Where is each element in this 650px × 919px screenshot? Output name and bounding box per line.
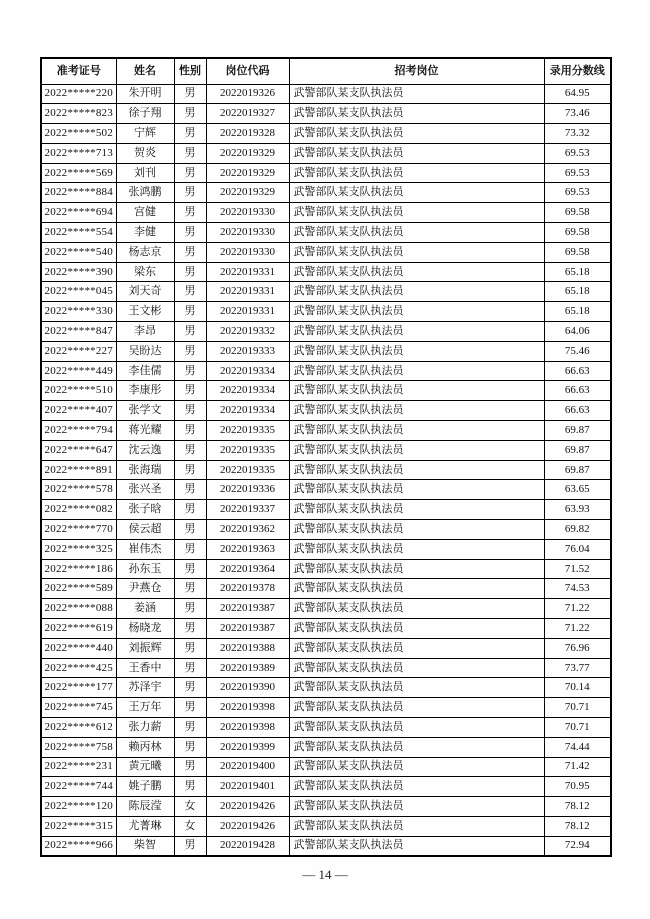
cell-gender: 男 [174, 460, 206, 480]
cell-score: 64.06 [544, 322, 611, 342]
cell-position: 武警部队某支队执法员 [289, 757, 544, 777]
table-row [41, 242, 611, 262]
cell-name: 杨晓龙 [116, 619, 174, 639]
cell-position: 武警部队某支队执法员 [289, 322, 544, 342]
cell-gender: 男 [174, 737, 206, 757]
cell-code: 2022019334 [206, 401, 289, 421]
cell-name: 李昂 [116, 322, 174, 342]
table-row [41, 440, 611, 460]
cell-score: 65.18 [544, 302, 611, 322]
table-row [41, 579, 611, 599]
column-header-score: 录用分数线 [544, 58, 611, 84]
cell-code: 2022019387 [206, 599, 289, 619]
cell-score: 73.46 [544, 104, 611, 124]
cell-score: 69.87 [544, 460, 611, 480]
cell-score: 66.63 [544, 381, 611, 401]
cell-name: 沈云逸 [116, 440, 174, 460]
cell-code: 2022019401 [206, 777, 289, 797]
cell-ticket: 2022*****589 [41, 579, 116, 599]
cell-position: 武警部队某支队执法员 [289, 816, 544, 836]
cell-code: 2022019363 [206, 539, 289, 559]
cell-position: 武警部队某支队执法员 [289, 282, 544, 302]
cell-gender: 男 [174, 322, 206, 342]
cell-position: 武警部队某支队执法员 [289, 163, 544, 183]
cell-name: 王香中 [116, 658, 174, 678]
cell-code: 2022019327 [206, 104, 289, 124]
cell-code: 2022019334 [206, 361, 289, 381]
cell-name: 杨志京 [116, 242, 174, 262]
cell-ticket: 2022*****186 [41, 559, 116, 579]
column-header-ticket: 准考证号 [41, 58, 116, 84]
cell-code: 2022019334 [206, 381, 289, 401]
cell-position: 武警部队某支队执法员 [289, 104, 544, 124]
cell-gender: 男 [174, 421, 206, 441]
cell-score: 65.18 [544, 262, 611, 282]
cell-ticket: 2022*****891 [41, 460, 116, 480]
table-row [41, 381, 611, 401]
table-row [41, 361, 611, 381]
cell-code: 2022019336 [206, 480, 289, 500]
table-row [41, 638, 611, 658]
cell-code: 2022019378 [206, 579, 289, 599]
cell-name: 王文彬 [116, 302, 174, 322]
cell-ticket: 2022*****407 [41, 401, 116, 421]
cell-ticket: 2022*****794 [41, 421, 116, 441]
cell-score: 72.94 [544, 836, 611, 856]
cell-position: 武警部队某支队执法员 [289, 599, 544, 619]
cell-ticket: 2022*****569 [41, 163, 116, 183]
cell-code: 2022019333 [206, 341, 289, 361]
cell-gender: 男 [174, 678, 206, 698]
cell-gender: 男 [174, 500, 206, 520]
table-row [41, 341, 611, 361]
column-header-name: 姓名 [116, 58, 174, 84]
table-row [41, 718, 611, 738]
cell-name: 李佳儒 [116, 361, 174, 381]
cell-score: 74.53 [544, 579, 611, 599]
cell-name: 李康彤 [116, 381, 174, 401]
cell-gender: 男 [174, 599, 206, 619]
cell-position: 武警部队某支队执法员 [289, 381, 544, 401]
table-row [41, 698, 611, 718]
column-header-gender: 性别 [174, 58, 206, 84]
cell-score: 76.04 [544, 539, 611, 559]
cell-position: 武警部队某支队执法员 [289, 440, 544, 460]
table-row [41, 757, 611, 777]
cell-name: 张力薪 [116, 718, 174, 738]
cell-score: 78.12 [544, 816, 611, 836]
table-row [41, 421, 611, 441]
cell-score: 69.87 [544, 421, 611, 441]
cell-ticket: 2022*****325 [41, 539, 116, 559]
cell-name: 孙东玉 [116, 559, 174, 579]
cell-name: 宫健 [116, 203, 174, 223]
cell-code: 2022019331 [206, 262, 289, 282]
cell-code: 2022019331 [206, 302, 289, 322]
cell-ticket: 2022*****120 [41, 797, 116, 817]
cell-score: 69.53 [544, 163, 611, 183]
cell-score: 69.58 [544, 203, 611, 223]
cell-ticket: 2022*****220 [41, 84, 116, 104]
table-row [41, 737, 611, 757]
cell-ticket: 2022*****440 [41, 638, 116, 658]
cell-gender: 男 [174, 203, 206, 223]
cell-gender: 男 [174, 401, 206, 421]
cell-ticket: 2022*****231 [41, 757, 116, 777]
cell-gender: 男 [174, 520, 206, 540]
table-row [41, 282, 611, 302]
cell-position: 武警部队某支队执法员 [289, 777, 544, 797]
cell-gender: 男 [174, 361, 206, 381]
cell-position: 武警部队某支队执法员 [289, 460, 544, 480]
cell-ticket: 2022*****744 [41, 777, 116, 797]
cell-position: 武警部队某支队执法员 [289, 619, 544, 639]
cell-score: 69.53 [544, 183, 611, 203]
cell-score: 65.18 [544, 282, 611, 302]
table-row [41, 183, 611, 203]
table-row [41, 619, 611, 639]
table-row [41, 322, 611, 342]
cell-ticket: 2022*****612 [41, 718, 116, 738]
cell-position: 武警部队某支队执法员 [289, 559, 544, 579]
cell-name: 刘刊 [116, 163, 174, 183]
cell-ticket: 2022*****966 [41, 836, 116, 856]
table-row [41, 143, 611, 163]
cell-position: 武警部队某支队执法员 [289, 539, 544, 559]
table-row [41, 816, 611, 836]
cell-gender: 男 [174, 757, 206, 777]
cell-position: 武警部队某支队执法员 [289, 302, 544, 322]
cell-position: 武警部队某支队执法员 [289, 797, 544, 817]
cell-ticket: 2022*****315 [41, 816, 116, 836]
cell-code: 2022019330 [206, 242, 289, 262]
cell-score: 69.53 [544, 143, 611, 163]
cell-gender: 男 [174, 579, 206, 599]
cell-ticket: 2022*****823 [41, 104, 116, 124]
cell-name: 贺炎 [116, 143, 174, 163]
cell-name: 侯云超 [116, 520, 174, 540]
cell-score: 70.95 [544, 777, 611, 797]
cell-ticket: 2022*****227 [41, 341, 116, 361]
cell-name: 张鸿鹏 [116, 183, 174, 203]
table-header-row [41, 58, 611, 84]
cell-ticket: 2022*****088 [41, 599, 116, 619]
cell-position: 武警部队某支队执法员 [289, 124, 544, 144]
cell-gender: 女 [174, 816, 206, 836]
table-row [41, 520, 611, 540]
cell-score: 73.77 [544, 658, 611, 678]
cell-name: 张海瑞 [116, 460, 174, 480]
cell-ticket: 2022*****578 [41, 480, 116, 500]
cell-position: 武警部队某支队执法员 [289, 223, 544, 243]
cell-name: 张兴圣 [116, 480, 174, 500]
table-row [41, 559, 611, 579]
cell-position: 武警部队某支队执法员 [289, 262, 544, 282]
cell-gender: 男 [174, 341, 206, 361]
cell-ticket: 2022*****449 [41, 361, 116, 381]
cell-name: 张子晗 [116, 500, 174, 520]
table-row [41, 84, 611, 104]
cell-code: 2022019398 [206, 698, 289, 718]
table-row [41, 223, 611, 243]
table-row [41, 262, 611, 282]
cell-name: 张学文 [116, 401, 174, 421]
cell-position: 武警部队某支队执法员 [289, 718, 544, 738]
cell-gender: 男 [174, 480, 206, 500]
cell-code: 2022019330 [206, 223, 289, 243]
table-row [41, 302, 611, 322]
cell-gender: 男 [174, 440, 206, 460]
cell-score: 70.71 [544, 698, 611, 718]
cell-score: 74.44 [544, 737, 611, 757]
cell-gender: 女 [174, 797, 206, 817]
column-header-code: 岗位代码 [206, 58, 289, 84]
cell-name: 柴智 [116, 836, 174, 856]
cell-score: 76.96 [544, 638, 611, 658]
table-row [41, 836, 611, 856]
cell-name: 刘天奇 [116, 282, 174, 302]
cell-position: 武警部队某支队执法员 [289, 341, 544, 361]
cell-ticket: 2022*****425 [41, 658, 116, 678]
cell-code: 2022019426 [206, 816, 289, 836]
table-row [41, 203, 611, 223]
cell-score: 75.46 [544, 341, 611, 361]
cell-ticket: 2022*****045 [41, 282, 116, 302]
cell-gender: 男 [174, 104, 206, 124]
cell-position: 武警部队某支队执法员 [289, 242, 544, 262]
cell-score: 71.42 [544, 757, 611, 777]
cell-ticket: 2022*****540 [41, 242, 116, 262]
cell-score: 69.58 [544, 223, 611, 243]
cell-gender: 男 [174, 619, 206, 639]
cell-gender: 男 [174, 302, 206, 322]
cell-name: 蒋光耀 [116, 421, 174, 441]
cell-ticket: 2022*****619 [41, 619, 116, 639]
cell-name: 王万年 [116, 698, 174, 718]
table-row [41, 777, 611, 797]
cell-code: 2022019331 [206, 282, 289, 302]
cell-position: 武警部队某支队执法员 [289, 737, 544, 757]
cell-code: 2022019329 [206, 163, 289, 183]
cell-code: 2022019337 [206, 500, 289, 520]
cell-score: 64.95 [544, 84, 611, 104]
cell-ticket: 2022*****770 [41, 520, 116, 540]
table-row [41, 678, 611, 698]
cell-ticket: 2022*****082 [41, 500, 116, 520]
cell-ticket: 2022*****694 [41, 203, 116, 223]
cell-code: 2022019335 [206, 460, 289, 480]
cell-name: 陈辰滢 [116, 797, 174, 817]
cell-position: 武警部队某支队执法员 [289, 500, 544, 520]
cell-code: 2022019400 [206, 757, 289, 777]
cell-gender: 男 [174, 381, 206, 401]
cell-ticket: 2022*****884 [41, 183, 116, 203]
cell-gender: 男 [174, 183, 206, 203]
cell-ticket: 2022*****847 [41, 322, 116, 342]
cell-code: 2022019326 [206, 84, 289, 104]
table-row [41, 658, 611, 678]
cell-code: 2022019329 [206, 143, 289, 163]
cell-name: 李健 [116, 223, 174, 243]
cell-ticket: 2022*****745 [41, 698, 116, 718]
cell-position: 武警部队某支队执法员 [289, 421, 544, 441]
cell-ticket: 2022*****330 [41, 302, 116, 322]
cell-score: 78.12 [544, 797, 611, 817]
cell-code: 2022019398 [206, 718, 289, 738]
cell-position: 武警部队某支队执法员 [289, 203, 544, 223]
cell-code: 2022019388 [206, 638, 289, 658]
table-row [41, 797, 611, 817]
cell-gender: 男 [174, 282, 206, 302]
cell-gender: 男 [174, 223, 206, 243]
table-row [41, 480, 611, 500]
cell-position: 武警部队某支队执法员 [289, 361, 544, 381]
cell-code: 2022019362 [206, 520, 289, 540]
cell-code: 2022019389 [206, 658, 289, 678]
cell-ticket: 2022*****713 [41, 143, 116, 163]
table-row [41, 500, 611, 520]
cell-position: 武警部队某支队执法员 [289, 579, 544, 599]
table-body [41, 84, 611, 856]
cell-code: 2022019330 [206, 203, 289, 223]
cell-gender: 男 [174, 143, 206, 163]
cell-ticket: 2022*****758 [41, 737, 116, 757]
cell-name: 宁辉 [116, 124, 174, 144]
cell-gender: 男 [174, 559, 206, 579]
cell-position: 武警部队某支队执法员 [289, 698, 544, 718]
column-header-position: 招考岗位 [289, 58, 544, 84]
table-row [41, 401, 611, 421]
cell-position: 武警部队某支队执法员 [289, 658, 544, 678]
cell-gender: 男 [174, 836, 206, 856]
cell-ticket: 2022*****554 [41, 223, 116, 243]
cell-score: 69.58 [544, 242, 611, 262]
cell-name: 梁东 [116, 262, 174, 282]
cell-gender: 男 [174, 124, 206, 144]
cell-code: 2022019335 [206, 421, 289, 441]
cell-position: 武警部队某支队执法员 [289, 678, 544, 698]
cell-position: 武警部队某支队执法员 [289, 836, 544, 856]
cell-score: 73.32 [544, 124, 611, 144]
cell-score: 71.22 [544, 619, 611, 639]
cell-code: 2022019399 [206, 737, 289, 757]
cell-score: 66.63 [544, 401, 611, 421]
cell-score: 66.63 [544, 361, 611, 381]
table-row [41, 163, 611, 183]
table-row [41, 599, 611, 619]
cell-name: 赖丙林 [116, 737, 174, 757]
page-number: — 14 — [302, 867, 348, 882]
cell-gender: 男 [174, 84, 206, 104]
cell-score: 63.93 [544, 500, 611, 520]
cell-position: 武警部队某支队执法员 [289, 84, 544, 104]
cell-position: 武警部队某支队执法员 [289, 638, 544, 658]
cell-ticket: 2022*****647 [41, 440, 116, 460]
cell-code: 2022019328 [206, 124, 289, 144]
cell-position: 武警部队某支队执法员 [289, 143, 544, 163]
cell-name: 崔伟杰 [116, 539, 174, 559]
cell-score: 71.52 [544, 559, 611, 579]
cell-score: 63.65 [544, 480, 611, 500]
cell-ticket: 2022*****177 [41, 678, 116, 698]
cell-position: 武警部队某支队执法员 [289, 520, 544, 540]
cell-name: 姜涵 [116, 599, 174, 619]
cell-gender: 男 [174, 718, 206, 738]
cell-name: 吴盼达 [116, 341, 174, 361]
admission-score-table [40, 57, 612, 857]
cell-gender: 男 [174, 698, 206, 718]
cell-name: 姚子鹏 [116, 777, 174, 797]
cell-name: 苏泽宇 [116, 678, 174, 698]
cell-name: 尹燕仓 [116, 579, 174, 599]
cell-score: 70.71 [544, 718, 611, 738]
cell-position: 武警部队某支队执法员 [289, 401, 544, 421]
cell-gender: 男 [174, 262, 206, 282]
cell-name: 黄元曦 [116, 757, 174, 777]
table-row [41, 539, 611, 559]
cell-name: 徐子翔 [116, 104, 174, 124]
cell-code: 2022019329 [206, 183, 289, 203]
cell-gender: 男 [174, 658, 206, 678]
cell-score: 69.87 [544, 440, 611, 460]
cell-ticket: 2022*****502 [41, 124, 116, 144]
table-row [41, 124, 611, 144]
table-row [41, 460, 611, 480]
cell-gender: 男 [174, 777, 206, 797]
cell-score: 69.82 [544, 520, 611, 540]
cell-gender: 男 [174, 539, 206, 559]
cell-name: 刘振辉 [116, 638, 174, 658]
cell-ticket: 2022*****390 [41, 262, 116, 282]
cell-code: 2022019387 [206, 619, 289, 639]
cell-position: 武警部队某支队执法员 [289, 183, 544, 203]
cell-code: 2022019390 [206, 678, 289, 698]
cell-code: 2022019428 [206, 836, 289, 856]
cell-name: 尤菁琳 [116, 816, 174, 836]
cell-score: 71.22 [544, 599, 611, 619]
cell-position: 武警部队某支队执法员 [289, 480, 544, 500]
cell-code: 2022019426 [206, 797, 289, 817]
cell-code: 2022019332 [206, 322, 289, 342]
cell-ticket: 2022*****510 [41, 381, 116, 401]
cell-gender: 男 [174, 163, 206, 183]
cell-gender: 男 [174, 638, 206, 658]
cell-code: 2022019335 [206, 440, 289, 460]
cell-code: 2022019364 [206, 559, 289, 579]
table-row [41, 104, 611, 124]
cell-gender: 男 [174, 242, 206, 262]
cell-name: 朱开明 [116, 84, 174, 104]
cell-score: 70.14 [544, 678, 611, 698]
